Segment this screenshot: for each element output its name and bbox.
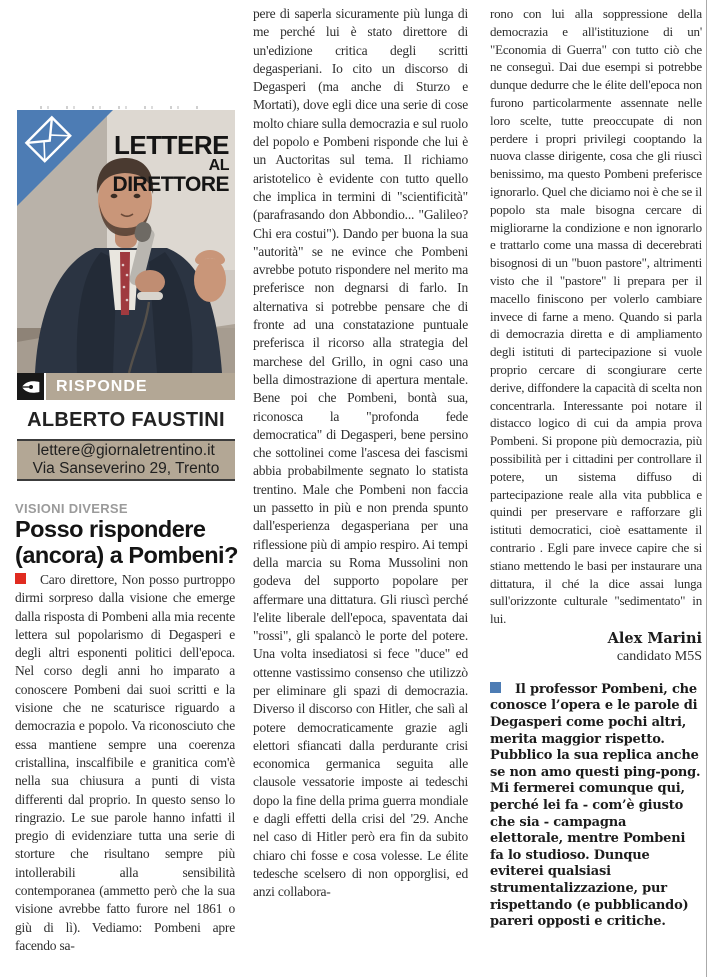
blue-square-bullet bbox=[490, 682, 501, 693]
editor-photo bbox=[17, 110, 235, 373]
signature-role: candidato M5S bbox=[616, 648, 702, 664]
letter-col3-text: rono con lui alla soppressione della democrazia e all'istituzione di un' "Economia di Guerra" con tutto ciò che ne conseguì. Dai due esempi si potrebbe dunque dedurre che le élite dell'epoca non furono particolarmente assennate nelle loro scelte, tutte preoccupate di non perdere i propri privilegi cooptando la nuova classe dirigente, cosa che gli riuscì benissimo, ma questo Pombeni preferisce ignorarlo. Quel che diciamo noi è che se il popolo sta male bisogna cercare di migliorarne la condizione e non ignorarlo e trattarlo come una massa di decerebrati bisognosi di un "buon pastore", altrimenti visto che il "pastore" li prepara per il macello finiscono per volerlo cambiare invece di farne a meno. Quando si parla di democrazia diretta e di ampliamento degli istituti di partecipazione si vuole proprio cercare di scongiurare certe derive, diffondere la capacità di scelta non concentrarla. Interessante poi notare il distacco logico di cui da ampia prova Pombeni. Si propone più democrazia, più possibilità per i cittadini per controllare il potere, un sistema diffuso di partecipazione reale alla vita pubblica e quindi per preservare e rafforzare gli istituti democratici, cioè esattamente il contrario . Egli pare invece capire che si stiano mettendo le basi per instaurare una dittatura, il ché la dice assai lunga sull'orizzonte culturale "sedimentato" in lui. bbox=[490, 6, 702, 627]
cutoff-text-remnant bbox=[15, 100, 220, 109]
editor-reply-text: Il professor Pombeni, che conosce l’opera e le parole di Degasperi come pochi altri, merita maggior rispetto. Pubblico la sua replica anche se non amo questi ping-pong. Mi fermerei comunque qui, perché lei fa - com’è giusto che sia - campagna elettorale, mentre Pombeni fa lo studioso. Dunque eviterei qualsiasi strumentalizzazione, pur rispettando (e pubblicando) pareri opposti e critiche. bbox=[490, 681, 701, 930]
headline-line2: (ancora) a Pombeni? bbox=[15, 542, 238, 568]
editor-reply bbox=[490, 682, 702, 931]
signature-name: Alex Marini bbox=[607, 629, 702, 647]
photo-label-line2: AL bbox=[208, 157, 229, 174]
letter-column-3 bbox=[490, 5, 702, 973]
signature bbox=[490, 630, 702, 666]
contact-box bbox=[17, 441, 235, 481]
photo-label-line1: LETTERE bbox=[114, 130, 229, 160]
photo-label bbox=[113, 132, 229, 195]
risponde-bar bbox=[17, 373, 235, 400]
editor-name: ALBERTO FAUSTINI bbox=[17, 400, 235, 441]
pen-nib-icon bbox=[17, 373, 46, 400]
photo-label-line3: DIRETTORE bbox=[112, 173, 229, 196]
letter-col1-text: Caro direttore, Non posso purtroppo dirmi sorpreso dalla visione che emerge dalla risposta di Pombeni alla mia recente lettera sul popolarismo di Degasperi e degli altri esponenti politici dell'epoca. Nel corso degli anni ho imparato a conoscere Pombeni dai suoi scritti e la visione che ne scaturisce riguardo a democrazia e popolo. Va riconosciuto che essa mantiene sempre una coerenza cristallina, inscalfibile e granitica com'è nella sua chiusura a punti di vista differenti dal proprio. In questo senso lo ringrazio. Le sue parole hanno infatti il pregio di evidenziare tutta una serie di storture che risultano sempre più intollerabili alla sensibilità contemporanea (ammetto però che la sua visione avrebbe fatto furore nel 1861 o giù di lì). Vediamo: Pombeni apre facendo sa- bbox=[15, 572, 235, 953]
headline bbox=[15, 516, 241, 568]
column-rule bbox=[706, 0, 707, 977]
letter-col2-text: pere di saperla sicuramente più lunga di me perché lui è stato direttore di un'edizione critica degli scritti degasperiani. Io cito un discorso di Degasperi (ma anche di Sturzo e Mortati), dove egli dice una serie di cose molto chiare sulla democrazia e sul ruolo del popolo e Pombeni risponde che lui è un Auctoritas sul tema. Il richiamo aristotelico è evidente con tutto quello che implica in termini di "scientificità" (parafrasando don Abbondio... "Galileo? Chi era costui"). Dando per buona la sua "autorità" se ne evince che Pombeni avrebbe potuto rispondere nel merito ma preferisce non degnarsi di farlo. In alternativa si potrebbe pensare che di fronte ad una constatazione puntuale preferisca il ricorso alla strategia del marchese del Grillo, in ogni caso una bella dimostrazione di apertura mentale. Bene poi che Pombeni, bontà sua, riconosca la "profonda fede democratica" di Degasperi, bene persino che sottolinei come l'ascesa dei fascismi abbia probabilmente segnato lo statista trentino. Male che Pombeni non faccia un passetto in più e non prenda spunto dall'esperienza degasperiana per una riflessione più di ampio respiro. Ai tempi della marcia su Roma Mussolini non godeva del supporto popolare per affermare una dittatura. Gli riuscì perché l'elite liberale dell'epoca, spaventata dai "rossi", gli spalancò le porte del potere. Una volta insediatosi si fece "duce" ed ottenne vastissimo consenso che utilizzò per eliminare gli spazi di democrazia. Diverso il discorso con Hitler, che salì al potere democraticamente grazie agli elettori sfiancati dalla perdurante crisi economica germanica seguita alle clausole vessatorie imposte ai tedeschi dopo la fine della prima guerra mondiale e dagli effetti della crisi del '29. Anche nel caso di Hitler però era fin da subito chiaro chi fosse e cosa volesse. Le élite tedesche scelsero di non opporglisi, ed anzi collabora- bbox=[253, 6, 468, 900]
letter-column-1 bbox=[15, 571, 235, 975]
contact-email: lettere@giornaletrentino.it bbox=[37, 442, 215, 459]
contact-address: Via Sanseverino 29, Trento bbox=[32, 460, 220, 477]
letter-column-2 bbox=[253, 5, 468, 973]
section-kicker: VISIONI DIVERSE bbox=[15, 501, 128, 516]
risponde-label: RISPONDE bbox=[56, 377, 148, 395]
red-square-bullet bbox=[15, 573, 26, 584]
headline-line1: Posso rispondere bbox=[15, 516, 206, 542]
